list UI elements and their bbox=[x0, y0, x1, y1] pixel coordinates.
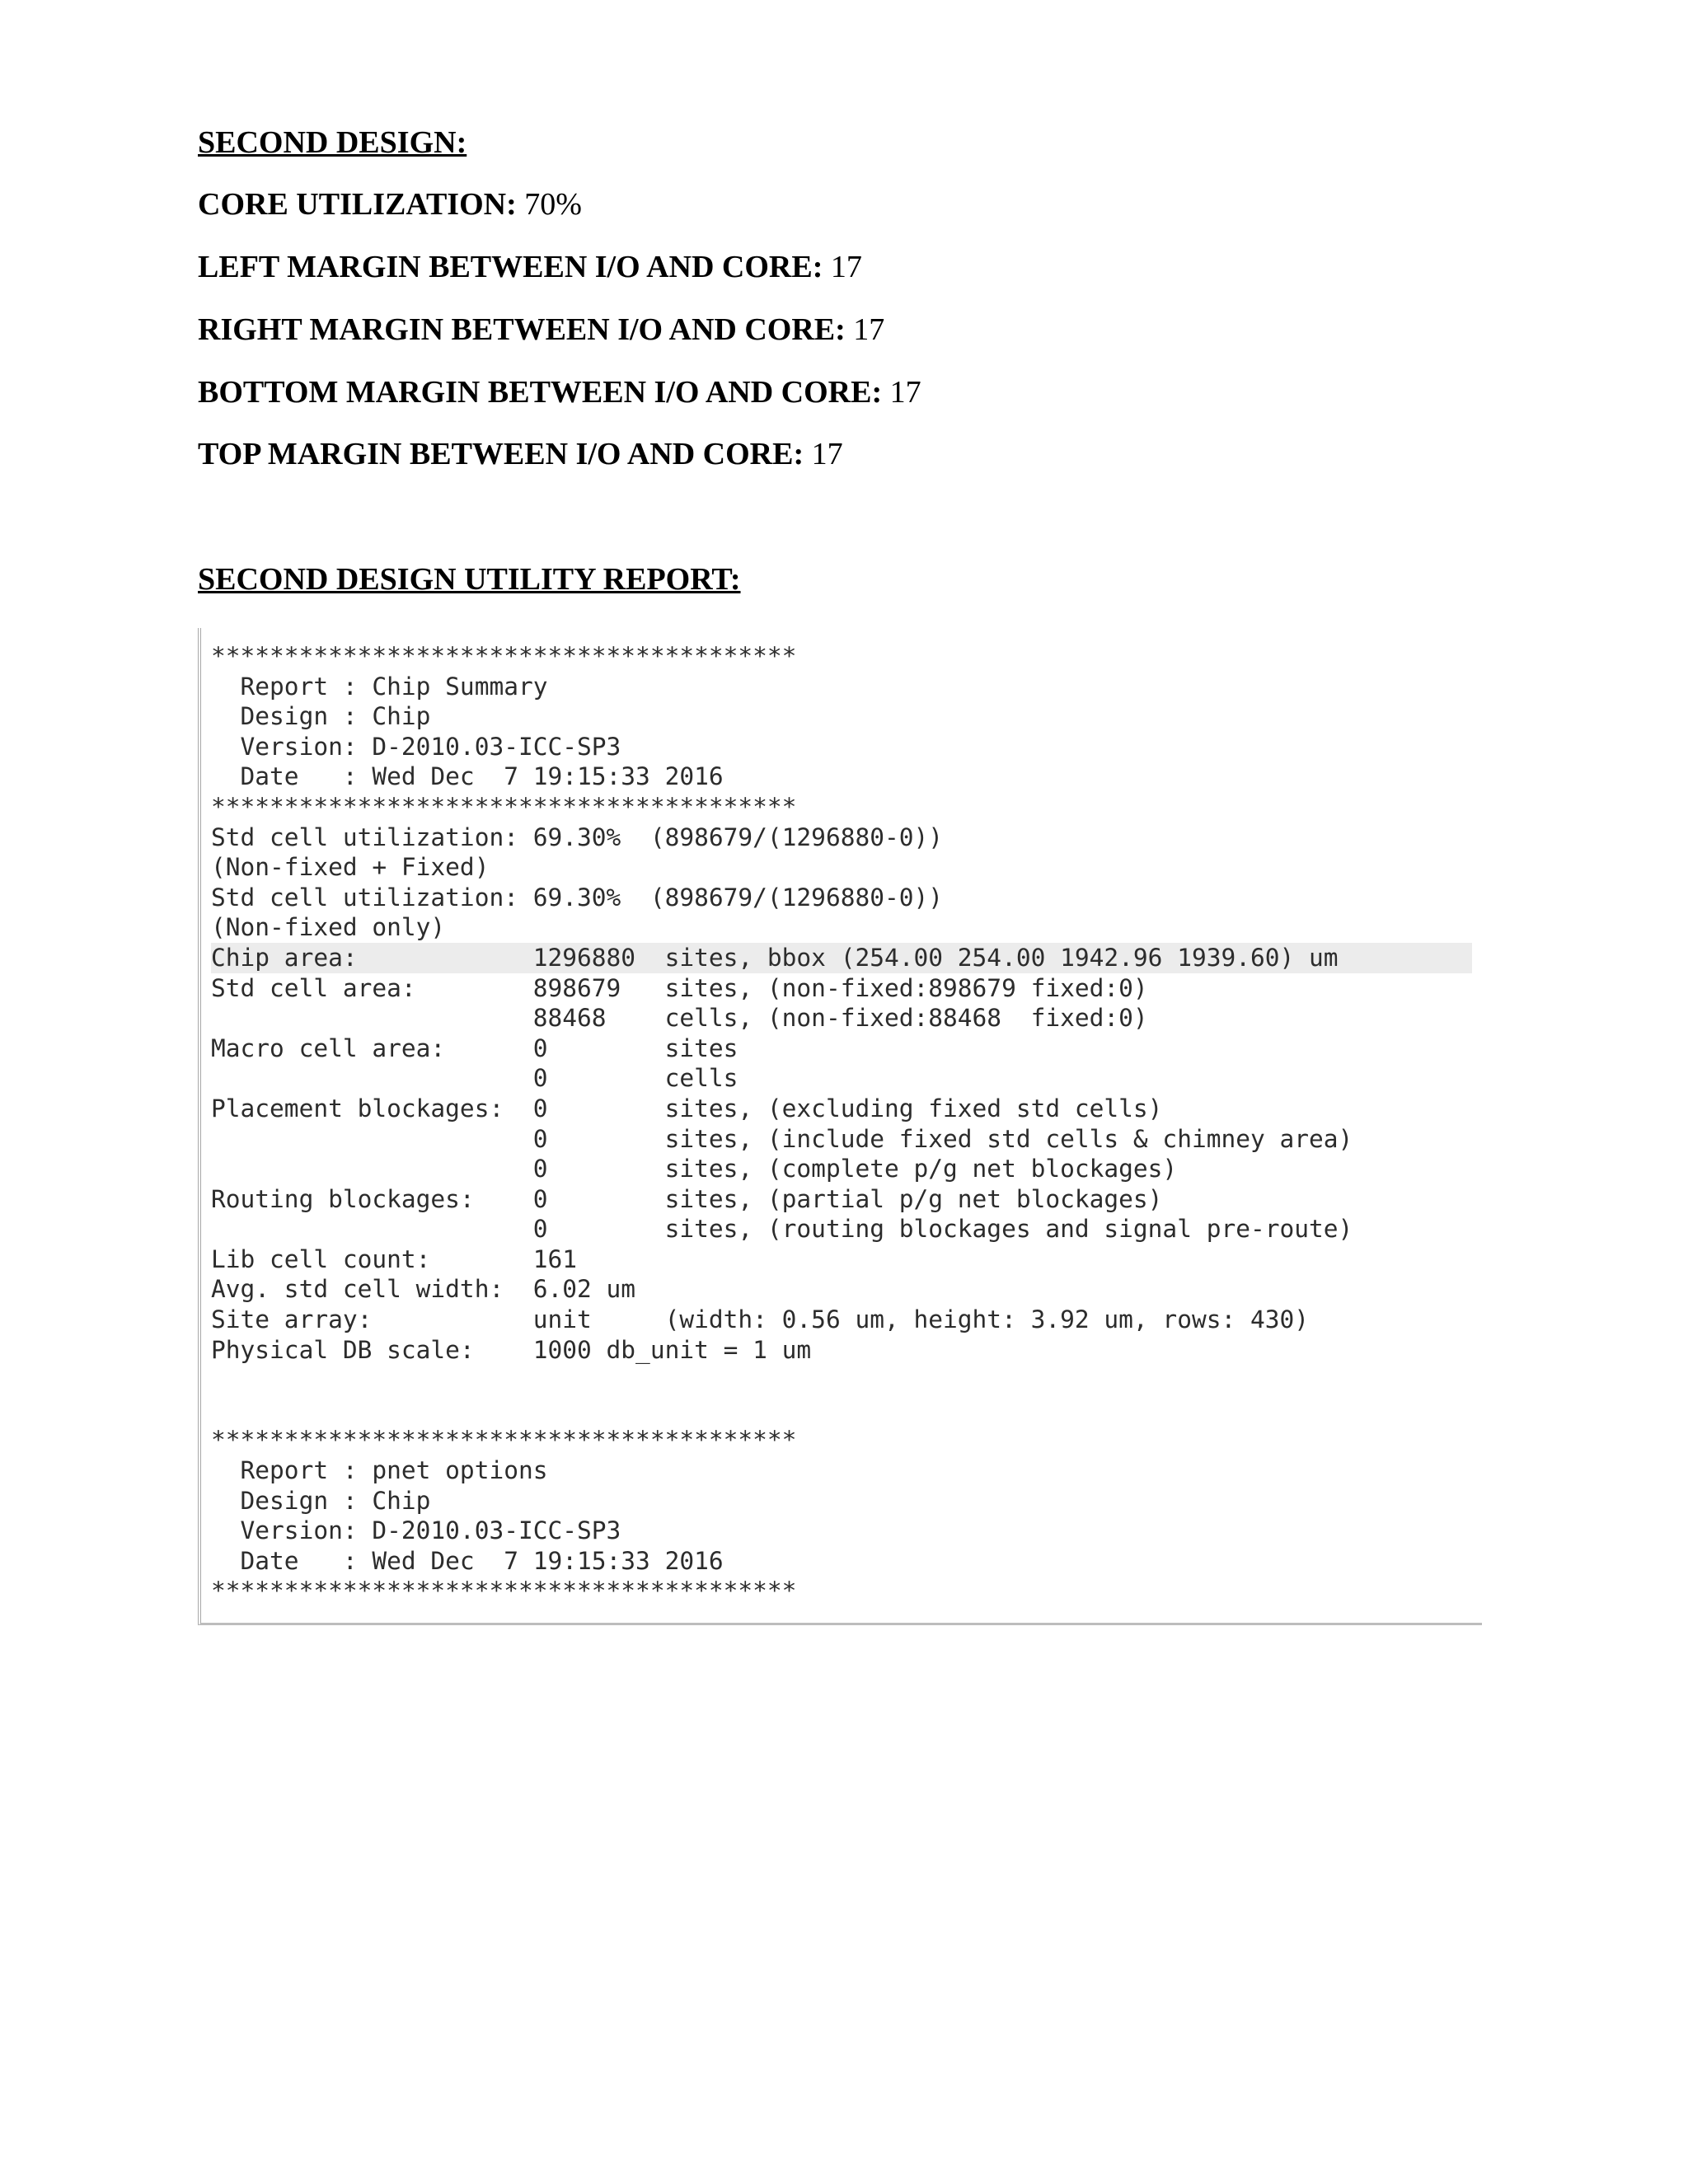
spec-label: LEFT MARGIN BETWEEN I/O AND CORE: bbox=[198, 250, 823, 284]
report-line: 0 sites, (complete p/g net blockages) bbox=[211, 1155, 1178, 1183]
spec-value: 17 bbox=[811, 437, 843, 471]
spec-value: 17 bbox=[889, 375, 921, 410]
report-line: Std cell utilization: 69.30% (898679/(1296880-0)) bbox=[211, 823, 944, 851]
spec-value: 17 bbox=[853, 312, 885, 347]
spec-right-margin bbox=[198, 311, 884, 349]
report-heading: SECOND DESIGN UTILITY REPORT: bbox=[198, 562, 741, 597]
report-line: Std cell area: 898679 sites, (non-fixed:898679 fixed:0) bbox=[211, 973, 1148, 1002]
spec-bottom-margin bbox=[198, 373, 921, 411]
report-line: Physical DB scale: 1000 db_unit = 1 um bbox=[211, 1335, 812, 1364]
page-title: SECOND DESIGN: bbox=[198, 125, 467, 160]
report-line: **************************************** bbox=[211, 792, 797, 821]
report-line: Version: D-2010.03-ICC-SP3 bbox=[211, 1516, 621, 1545]
report-screenshot bbox=[198, 628, 1482, 1625]
report-line: Routing blockages: 0 sites, (partial p/g net blockages) bbox=[211, 1184, 1163, 1213]
report-line bbox=[211, 1365, 1472, 1395]
report-line: Lib cell count: 161 bbox=[211, 1244, 578, 1273]
report-line: Std cell utilization: 69.30% (898679/(1296880-0)) bbox=[211, 883, 944, 912]
report-line: Placement blockages: 0 sites, (excluding fixed std cells) bbox=[211, 1094, 1163, 1122]
report-line: Date : Wed Dec 7 19:15:33 2016 bbox=[211, 762, 724, 791]
report-line: Design : Chip bbox=[211, 702, 431, 731]
spec-label: TOP MARGIN BETWEEN I/O AND CORE: bbox=[198, 437, 804, 471]
report-line bbox=[211, 1395, 1472, 1426]
report-line: Avg. std cell width: 6.02 um bbox=[211, 1275, 636, 1304]
report-line: Report : Chip Summary bbox=[211, 672, 548, 701]
report-line: (Non-fixed only) bbox=[211, 913, 446, 942]
report-line: 0 cells bbox=[211, 1064, 738, 1093]
report-line-highlighted: Chip area: 1296880 sites, bbox (254.00 254.00 1942.96 1939.60) um bbox=[211, 943, 1472, 973]
report-text bbox=[211, 641, 1472, 1606]
report-line: (Non-fixed + Fixed) bbox=[211, 853, 490, 882]
spec-label: RIGHT MARGIN BETWEEN I/O AND CORE: bbox=[198, 312, 846, 347]
report-line: **************************************** bbox=[211, 642, 797, 670]
spec-value: 70% bbox=[524, 187, 582, 222]
spec-top-margin bbox=[198, 435, 843, 473]
report-line: Date : Wed Dec 7 19:15:33 2016 bbox=[211, 1546, 724, 1575]
spec-label: CORE UTILIZATION: bbox=[198, 187, 517, 222]
spec-core-utilization bbox=[198, 185, 582, 223]
report-line: Report : pnet options bbox=[211, 1456, 548, 1485]
report-line: Design : Chip bbox=[211, 1486, 431, 1515]
spec-left-margin bbox=[198, 248, 862, 286]
report-line: **************************************** bbox=[211, 1426, 797, 1455]
report-line: **************************************** bbox=[211, 1577, 797, 1605]
report-line: Site array: unit (width: 0.56 um, height: 3.92 um, rows: 430) bbox=[211, 1305, 1310, 1334]
report-line: 88468 cells, (non-fixed:88468 fixed:0) bbox=[211, 1004, 1148, 1033]
report-line: 0 sites, (routing blockages and signal pre-route) bbox=[211, 1215, 1353, 1244]
report-line: Macro cell area: 0 sites bbox=[211, 1033, 738, 1062]
spec-label: BOTTOM MARGIN BETWEEN I/O AND CORE: bbox=[198, 375, 883, 410]
report-line: 0 sites, (include fixed std cells & chimney area) bbox=[211, 1124, 1353, 1153]
spec-value: 17 bbox=[830, 250, 862, 284]
report-line: Version: D-2010.03-ICC-SP3 bbox=[211, 732, 621, 761]
